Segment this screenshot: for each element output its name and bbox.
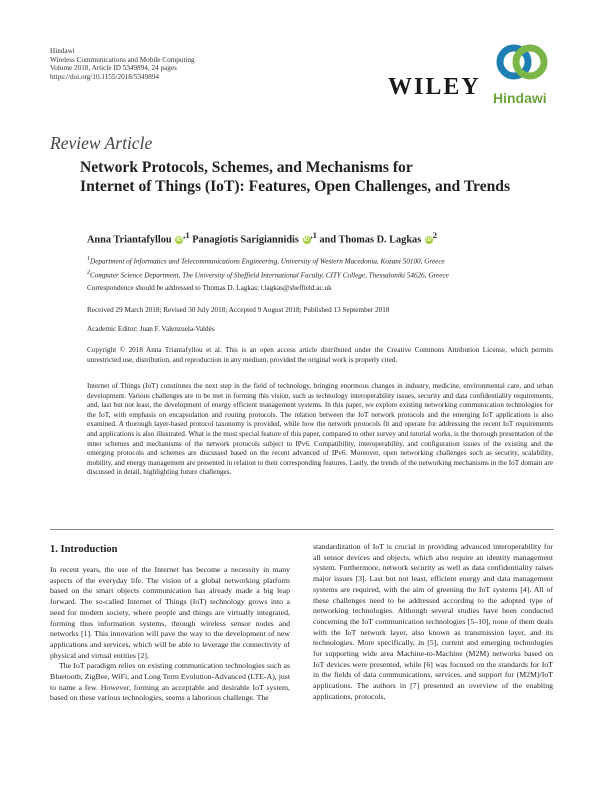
paragraph: In recent years, the use of the Internet has become a necessity in many aspects of the everyday life. The vision of a global networking platform based on the smart objects communication has already made a big leap forward. The so-called Internet of Things (IoT) technology grows into a need for modern society, where people and things are virtually integrated, forming thus information systems, through wireless sensor nodes and networks [1]. This innovation will pave the way to the development of new applications and services, which will be able to leverage the connectivity of physical and virtual entities [2].	[50, 565, 290, 660]
author-affil-sup: 1	[185, 230, 190, 240]
doi-link[interactable]: https://doi.org/10.1155/2018/5349894	[50, 72, 160, 81]
hindawi-logo-text: Hindawi	[493, 90, 547, 106]
paragraph: standardization of IoT is crucial in providing advanced interoperability for all sensor devices and objects, which also require an identity management system. Furthermore, network security as well as data confidentiality raises major issues [3]. Last but not least, efficient energy and data management systems are required, with the aim of greening the IoT systems [4]. All of these challenges need to be addressed according to the adopted type of networking technologies. Although several studies have been conducted concerning the IoT communication technologies [5–10], none of them deals with the IoT network layer, also known as transmission layer, and its technologies. More specifically, in [5], current and emerging technologies for supporting wide area Machine-to-Machine (M2M) networks based on IoT devices were presented, while [6] was focused on the standards for IoT in the fields of data communications, services, and support for (M2M)/IoT applications. The authors in [7] presented an overview of the enabling applications, protocols,	[313, 542, 553, 701]
correspondence: Correspondence should be addressed to Thomas D. Lagkas; t.lagkas@sheffield.ac.uk	[87, 284, 332, 292]
wiley-logo: WILEY	[388, 74, 481, 100]
body-column-right	[313, 542, 553, 703]
volume-info: Volume 2018, Article ID 5349894, 24 pages	[50, 64, 177, 73]
copyright-notice: Copyright © 2018 Anna Triantafyllou et al. This is an open access article distributed under the Creative Commons Attribution License, which permits unrestricted use, distribution, and reproduction in any medium, provided the original work is properly cited.	[87, 346, 553, 364]
journal-name: Wireless Communications and Mobile Computing	[50, 55, 195, 64]
affiliation-2: $^2$Computer Science Department, The University of Sheffield International Faculty, CITY College, Thessaloniki 54626, Greece	[87, 269, 449, 280]
author-and: and	[319, 234, 337, 246]
author-list: Anna Triantafyllou $iD^{,1}$ Panagiotis Sarigiannidis $iD^{,1}$ and Thomas D. Lagkas $iD^2$	[87, 230, 438, 246]
author-affil-sup: 2	[432, 230, 438, 240]
section-divider	[50, 529, 554, 530]
body-column-left	[50, 565, 290, 704]
journal-header	[50, 47, 195, 81]
article-title	[80, 158, 550, 196]
orcid-icon[interactable]: iD	[176, 237, 182, 244]
publisher-name: Hindawi	[50, 47, 75, 55]
orcid-icon[interactable]: iD	[303, 237, 310, 244]
publication-dates: Received 29 March 2018; Revised 30 July 2018; Accepted 9 August 2018; Published 13 September 2018	[87, 306, 390, 314]
author-name: Thomas D. Lagkas	[338, 234, 422, 246]
author-name: Anna Triantafyllou	[87, 234, 172, 246]
affiliation-1: $^1$Department of Informatics and Telecommunications Engineering, University of Western Macedonia, Kozani 50100, Greece	[87, 256, 445, 266]
academic-editor: Academic Editor: Juan F. Valenzuela-Valdés	[87, 325, 215, 333]
title-line-2: Internet of Things (IoT): Features, Open Challenges, and Trends	[80, 178, 511, 195]
section-heading: 1. Introduction	[50, 544, 118, 555]
paragraph: The IoT paradigm relies on existing communication technologies such as Bluetooth, ZigBee, WiFi, and Long Term Evolution-Advanced (LTE-A), just to name a few. However, forming an acceptable and desirable IoT system, based on these various technologies, seems a laborious challenge. The	[50, 661, 290, 703]
orcid-icon[interactable]: iD	[426, 237, 432, 244]
author-name: Panagiotis Sarigiannidis	[192, 234, 299, 246]
title-line-1: Network Protocols, Schemes, and Mechanisms for	[80, 159, 413, 176]
affiliations	[87, 254, 449, 282]
article-type: Review Article	[50, 133, 153, 153]
author-affil-sup: 1	[312, 230, 317, 240]
abstract: Internet of Things (IoT) constitutes the next step in the field of technology, bringing enormous changes in industry, medicine, environmental care, and urban development. Various challenges are to be met in forming this vision, such as technology interoperability issues, security and data confidentiality requirements, and, last but not least, the development of energy efficient management systems. In this paper, we explore existing networking communication technologies for the IoT, with emphasis on encapsulation and routing protocols. The relation between the IoT network protocols and the emerging IoT applications is also examined. A thorough layer-based protocol taxonomy is provided, while how the network protocols fit and operate for addressing the recent IoT requirements and applications is also illustrated. What is the most special feature of this paper, compared to other survey and tutorial works, is the thorough presentation of the inner schemes and mechanisms of the network protocols subject to IPv6. Compatibility, interoperability, and configuration issues of the existing and the emerging protocols and schemes are discussed based on the recent advanced of IPv6. Moreover, open networking challenges such as security, scalability, mobility, and energy management are presented in relation to their corresponding features. Lastly, the trends of the networking mechanisms in the IoT domain are discussed in detail, highlighting future challenges.	[87, 382, 553, 477]
